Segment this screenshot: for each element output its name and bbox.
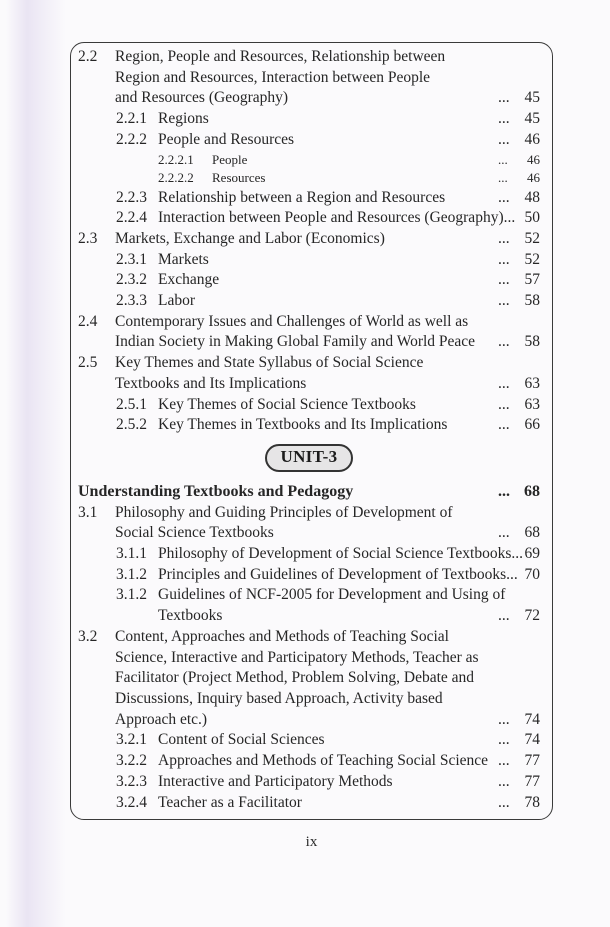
toc-row [78, 109, 540, 130]
toc-entry-title: Guidelines of NCF-2005 for Development and Using of [158, 586, 506, 604]
toc-row [78, 415, 540, 436]
toc-row [78, 270, 540, 291]
toc-entry-title: Understanding Textbooks and Pedagogy [78, 482, 354, 500]
toc-entry-title: Approaches and Methods of Teaching Social Science [158, 752, 489, 770]
toc-entry-number: 3.2.2 [116, 752, 147, 770]
toc-row [78, 68, 540, 89]
toc-entry-title: Textbooks [158, 607, 223, 625]
toc-leader-dots: ... [498, 89, 510, 107]
toc-entry-title: Content, Approaches and Methods of Teaching Social [115, 627, 449, 645]
toc-entry-title: Facilitator (Project Method, Problem Solving, Debate and [115, 669, 475, 687]
toc-row [78, 130, 540, 151]
toc-page-number: 74 [524, 710, 540, 728]
toc-leader-dots: ... [498, 229, 510, 247]
toc-entry-title: Approach etc.) [115, 710, 208, 728]
toc-row [78, 47, 540, 68]
toc-entry-title: Region, People and Resources, Relationship between [115, 48, 446, 65]
toc-row [78, 188, 540, 209]
toc-row [78, 250, 540, 271]
toc-page-number: 58 [524, 292, 540, 310]
toc-leader-dots: ... [498, 188, 510, 206]
toc-row [78, 229, 540, 250]
toc-entry-title: and Resources (Geography) [115, 89, 289, 107]
toc-entry-number: 3.1 [78, 503, 98, 521]
toc-row [78, 793, 540, 814]
toc-row [78, 88, 540, 109]
toc-entry-title: Science, Interactive and Participatory Methods, Teacher as [115, 648, 479, 666]
toc-entry-title: Exchange [158, 271, 220, 289]
toc-entry-title: Interactive and Participatory Methods [158, 772, 393, 790]
toc-row [78, 648, 540, 669]
toc-row [78, 730, 540, 751]
toc-entry-number: 2.4 [78, 312, 98, 330]
toc-entry-title: Key Themes and State Syllabus of Social Science [115, 354, 424, 372]
toc-entry-title: Philosophy of Development of Social Science Textbooks... [158, 545, 523, 563]
toc-entry-title: Labor [158, 292, 196, 310]
toc-leader-dots: ... [498, 333, 510, 351]
toc-rows [71, 43, 552, 813]
toc-page-number: 74 [524, 731, 540, 749]
toc-entry-title: Regions [158, 110, 209, 128]
toc-entry-number: 3.2 [78, 627, 98, 645]
toc-entry-number: 2.2 [78, 48, 98, 65]
toc-border-box [70, 42, 553, 820]
toc-entry-number: 2.2.2 [116, 130, 147, 148]
toc-row [78, 585, 540, 606]
toc-leader-dots: ... [498, 130, 510, 148]
toc-entry-number: 2.5 [78, 354, 98, 372]
toc-page-number: 58 [524, 333, 540, 351]
toc-entry-number: 2.5.2 [116, 416, 147, 434]
book-edge-shadow [6, 0, 66, 927]
toc-entry-title: Region and Resources, Interaction between People [115, 68, 431, 86]
toc-entry-title: People [212, 151, 248, 167]
toc-row [78, 627, 540, 648]
toc-entry-number: 2.3.2 [116, 271, 147, 289]
toc-page-number: 69 [524, 545, 540, 563]
toc-entry-title: Discussions, Inquiry based Approach, Activity based [115, 689, 443, 707]
toc-entry-title: Social Science Textbooks [115, 524, 274, 542]
toc-row [78, 374, 540, 395]
toc-entry-number: 3.2.1 [116, 731, 147, 749]
toc-entry-title: Indian Society in Making Global Family and World Peace [115, 333, 476, 351]
toc-leader-dots: ... [498, 416, 510, 434]
toc-entry-title: People and Resources [158, 130, 295, 148]
toc-row [78, 772, 540, 793]
toc-page-number: 78 [524, 793, 540, 811]
toc-leader-dots: ... [498, 110, 510, 128]
toc-entry-number: 2.3 [78, 229, 98, 247]
toc-page-number: 50 [524, 209, 540, 227]
toc-page-number: 70 [524, 565, 540, 583]
toc-page-number: 68 [524, 524, 540, 542]
toc-page-number: 72 [524, 607, 540, 625]
toc-leader-dots: ... [498, 482, 510, 500]
toc-entry-number: 2.2.2.1 [158, 151, 194, 167]
toc-leader-dots: ... [498, 271, 510, 289]
toc-leader-dots: ... [498, 793, 510, 811]
toc-leader-dots: ... [498, 395, 510, 413]
unit-badge: UNIT-3 [265, 444, 354, 472]
toc-entry-title: Philosophy and Guiding Principles of Development of [115, 503, 453, 521]
toc-entry-number: 2.2.2.2 [158, 170, 194, 186]
toc-entry-title: Key Themes of Social Science Textbooks [158, 395, 416, 413]
toc-page-number: 52 [524, 229, 540, 247]
toc-entry-title: Principles and Guidelines of Development of Textbooks... [158, 565, 518, 583]
toc-row [78, 395, 540, 416]
toc-entry-title: Contemporary Issues and Challenges of World as well as [115, 312, 469, 330]
toc-entry-number: 2.3.1 [116, 250, 147, 268]
toc-entry-number: 2.5.1 [116, 395, 147, 413]
toc-page-number: 45 [524, 89, 540, 107]
toc-entry-number: 3.2.3 [116, 772, 147, 790]
toc-entry-title: Key Themes in Textbooks and Its Implications [158, 416, 448, 434]
toc-page-number: 57 [524, 271, 540, 289]
toc-row [78, 689, 540, 710]
toc-entry-title: Interaction between People and Resources (Geography)... [158, 209, 516, 227]
toc-page-number: 68 [524, 482, 540, 500]
toc-row [78, 503, 540, 524]
toc-page-number: 48 [524, 188, 540, 206]
toc-row [78, 353, 540, 374]
toc-row [78, 523, 540, 544]
toc-leader-dots: ... [498, 170, 508, 186]
toc-entry-title: Resources [212, 170, 266, 186]
toc-entry-number: 3.1.2 [116, 565, 147, 583]
toc-leader-dots: ... [498, 731, 510, 749]
toc-leader-dots: ... [498, 250, 510, 268]
toc-entry-number: 3.1.2 [116, 586, 147, 604]
toc-entry-title: Teacher as a Facilitator [158, 793, 302, 811]
toc-entry-number: 3.1.1 [116, 545, 147, 563]
toc-row [78, 312, 540, 333]
toc-leader-dots: ... [498, 710, 510, 728]
toc-page-number: 66 [524, 416, 540, 434]
toc-page-number: 63 [524, 374, 540, 392]
toc-entry-title: Textbooks and Its Implications [115, 374, 307, 392]
toc-row [78, 151, 540, 170]
toc-entry-title: Markets, Exchange and Labor (Economics) [115, 229, 385, 247]
toc-leader-dots: ... [498, 374, 510, 392]
toc-entry-title: Content of Social Sciences [158, 731, 325, 749]
toc-page-number: 45 [524, 110, 540, 128]
page-number-footer: ix [305, 834, 318, 850]
toc-row [78, 482, 540, 503]
toc-row [78, 668, 540, 689]
toc-leader-dots: ... [498, 151, 508, 167]
toc-leader-dots: ... [498, 772, 510, 790]
toc-row [78, 544, 540, 565]
toc-row [78, 291, 540, 312]
toc-leader-dots: ... [498, 524, 510, 542]
toc-page-number: 46 [527, 170, 540, 186]
toc-leader-dots: ... [498, 292, 510, 310]
toc-entry-title: Relationship between a Region and Resources [158, 188, 446, 206]
unit-badge-row [78, 444, 540, 475]
toc-entry-title: Markets [158, 250, 209, 268]
toc-entry-number: 2.2.1 [116, 110, 147, 128]
toc-row [78, 332, 540, 353]
toc-page-number: 77 [524, 752, 540, 770]
toc-entry-number: 2.2.3 [116, 188, 147, 206]
toc-entry-number: 2.3.3 [116, 292, 147, 310]
toc-page-number: 46 [524, 130, 540, 148]
toc-page-number: 63 [524, 395, 540, 413]
toc-row [78, 565, 540, 586]
toc-leader-dots: ... [498, 752, 510, 770]
toc-row [78, 710, 540, 731]
toc-row [78, 751, 540, 772]
toc-page-number: 46 [527, 151, 540, 167]
toc-row [78, 169, 540, 188]
toc-entry-number: 2.2.4 [116, 209, 147, 227]
toc-page-number: 77 [524, 772, 540, 790]
toc-row [78, 208, 540, 229]
toc-page-number: 52 [524, 250, 540, 268]
toc-row [78, 606, 540, 627]
toc-leader-dots: ... [498, 607, 510, 625]
toc-entry-number: 3.2.4 [116, 793, 147, 811]
